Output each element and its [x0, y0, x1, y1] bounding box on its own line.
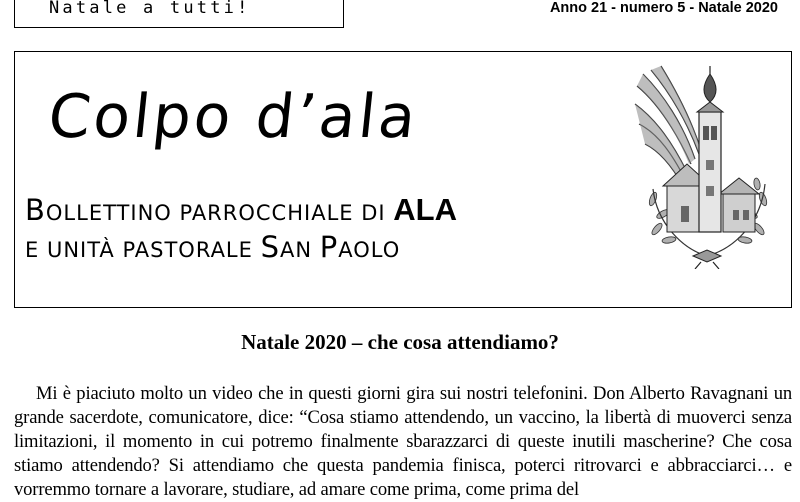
greeting-text: Natale a tutti!: [49, 0, 251, 18]
subtitle-line-1: [25, 192, 457, 228]
subtitle-line-2: [25, 230, 400, 264]
subtitle-initial-p: P: [319, 230, 339, 264]
subtitle-initial-b: B: [25, 193, 46, 227]
issue-info: Anno 21 - numero 5 - Natale 2020: [549, 0, 778, 16]
article-body: Mi è piaciuto molto un video che in questi giorni gira sui nostri telefonini. Don Alberto Ravagnani un grande sacerdote, comunicatore, dice: “Cosa stiamo attendendo, un vaccino, la libertà di muoverci senza limitazioni, il momento in cui potremo finalmente sbarazzarci di queste inutili mascherine? Che cosa stiamo attendendo? Si attendiamo che questa pandemia finisca, poterci ritrovarci e abbracciarci… e vorremmo tornare a lavorare, studiare, ad amare come prima, come prima del: [14, 383, 792, 500]
masthead: [14, 51, 792, 308]
subtitle-lower-1: OLLETTINO PARROCCHIALE DI: [45, 201, 394, 225]
parish-emblem-icon: [633, 64, 781, 269]
subtitle-ala: ALA: [393, 192, 457, 227]
subtitle-initial-s: S: [260, 230, 280, 264]
greeting-box: [14, 0, 344, 28]
subtitle-lower-san: AN: [280, 238, 320, 262]
subtitle-lead-2: E UNITÀ PASTORALE: [25, 238, 261, 262]
top-strip: [0, 0, 800, 32]
article-title: Natale 2020 – che cosa attendiamo?: [241, 330, 559, 354]
newsletter-title: Colpo d’ala: [45, 82, 422, 152]
subtitle-lower-paolo: AOLO: [338, 238, 401, 262]
